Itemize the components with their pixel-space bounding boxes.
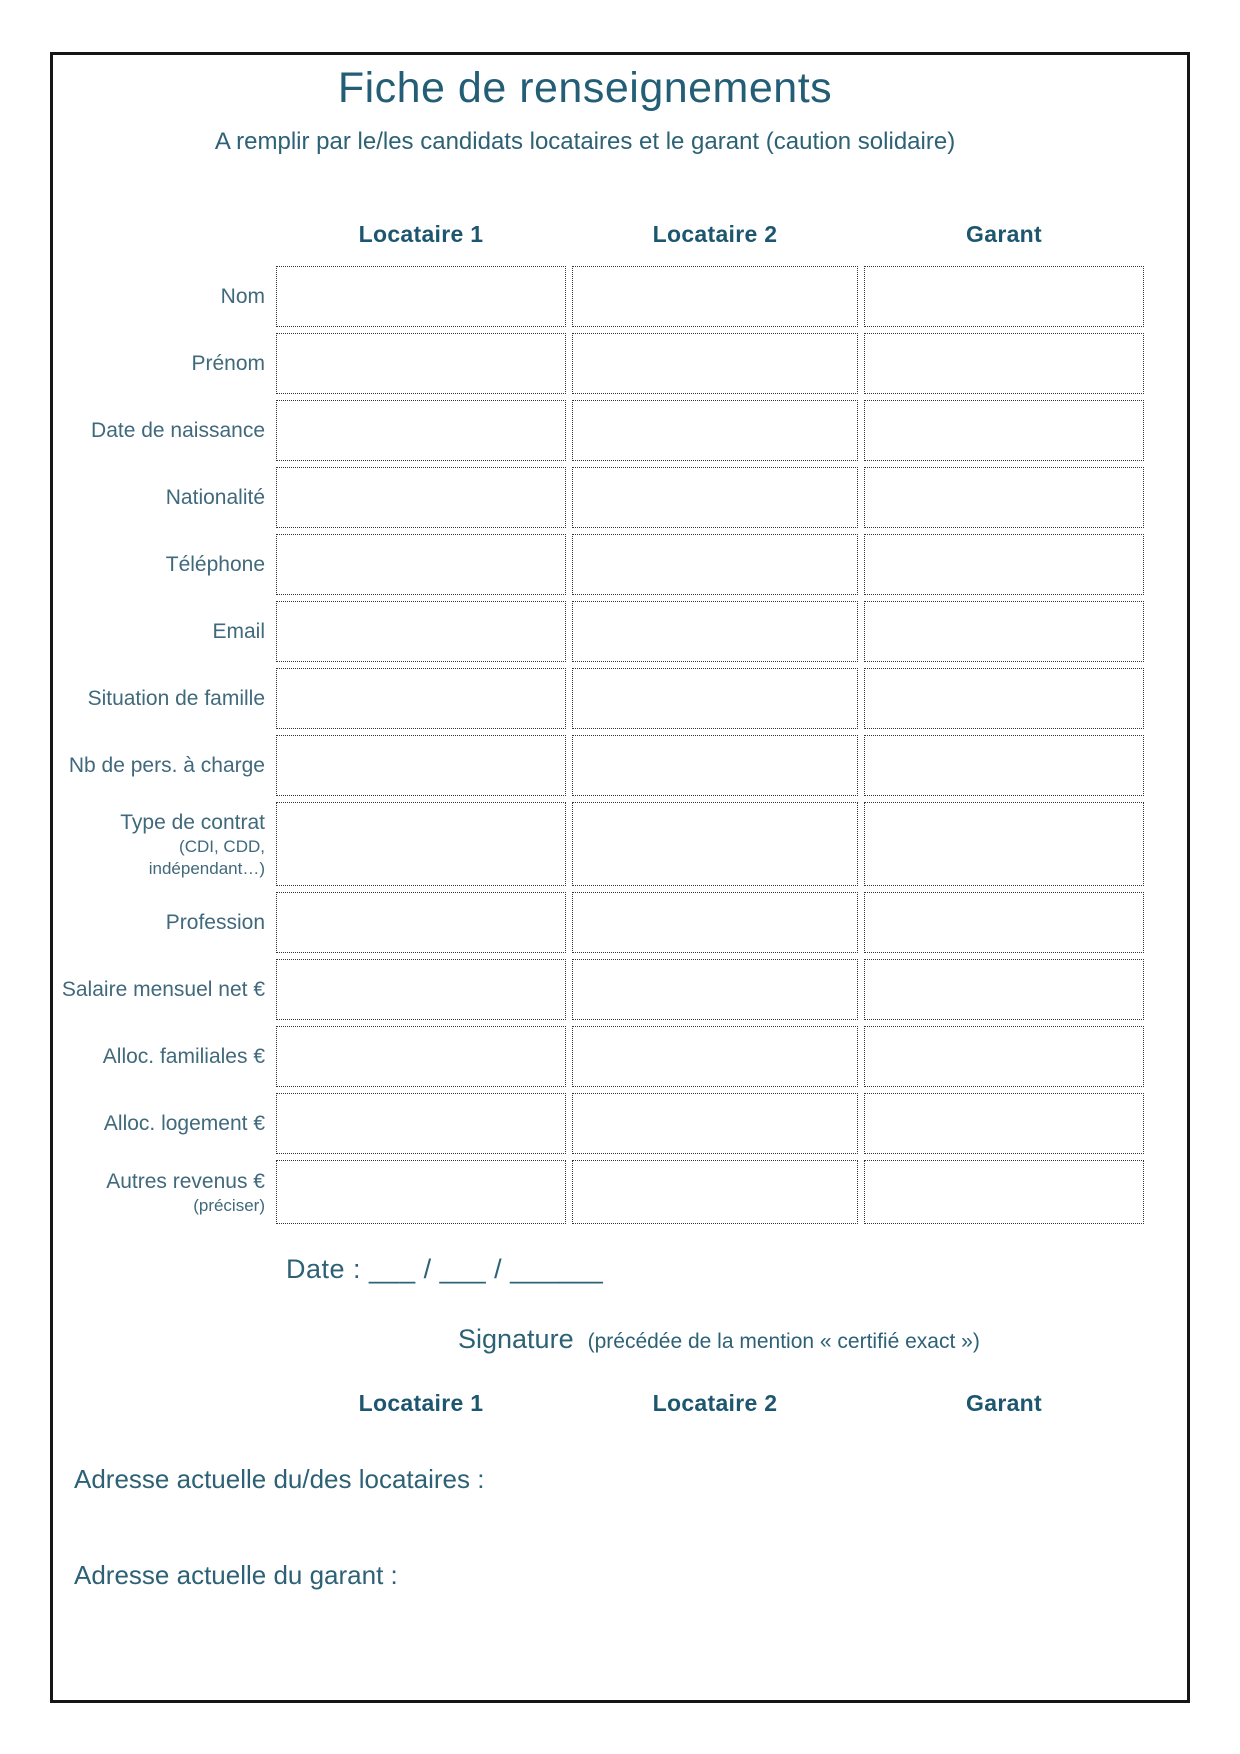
input-nom-garant[interactable] [864, 266, 1144, 327]
row-label-text: Alloc. familiales € [102, 1044, 265, 1068]
input-profession-garant[interactable] [864, 892, 1144, 953]
row-label-text: Date de naissance [91, 418, 265, 442]
page-title: Fiche de renseignements [337, 64, 833, 112]
row-label-text: Type de contrat [120, 811, 265, 835]
signature-column-garant: Garant [966, 1390, 1042, 1416]
signature-line [458, 1324, 980, 1355]
input-alloc-familiales-locataire-1[interactable] [276, 1026, 566, 1087]
input-situation-de-famille-locataire-1[interactable] [276, 668, 566, 729]
input-type-de-contrat-locataire-1[interactable] [276, 802, 566, 886]
row-label-alloc-logement [56, 1093, 270, 1154]
input-email-locataire-1[interactable] [276, 601, 566, 662]
row-label-text: Nb de pers. à charge [68, 753, 265, 777]
row-label-email [56, 601, 270, 662]
input-alloc-familiales-garant[interactable] [864, 1026, 1144, 1087]
input-alloc-logement-locataire-1[interactable] [276, 1093, 566, 1154]
input-profession-locataire-2[interactable] [572, 892, 858, 953]
address-garant-label: Adresse actuelle du garant : [74, 1560, 398, 1590]
input-autres-revenus-garant[interactable] [864, 1160, 1144, 1224]
input-prenom-garant[interactable] [864, 333, 1144, 394]
row-label-telephone [56, 534, 270, 595]
input-nationalite-locataire-1[interactable] [276, 467, 566, 528]
input-nb-de-pers-a-charge-garant[interactable] [864, 735, 1144, 796]
signature-label: Signature [458, 1324, 574, 1354]
input-autres-revenus-locataire-1[interactable] [276, 1160, 566, 1224]
input-nb-de-pers-a-charge-locataire-1[interactable] [276, 735, 566, 796]
input-prenom-locataire-1[interactable] [276, 333, 566, 394]
column-header-garant: Garant [966, 221, 1042, 247]
row-label-profession [56, 892, 270, 953]
table-header-spacer [56, 200, 270, 260]
row-label-text: Téléphone [165, 552, 265, 576]
row-label-text: Profession [165, 910, 265, 934]
input-nb-de-pers-a-charge-locataire-2[interactable] [572, 735, 858, 796]
row-label-text: Nationalité [165, 485, 265, 509]
input-alloc-logement-garant[interactable] [864, 1093, 1144, 1154]
signature-header-spacer [56, 1390, 270, 1417]
address-locataires-label: Adresse actuelle du/des locataires : [74, 1464, 485, 1494]
input-nom-locataire-2[interactable] [572, 266, 858, 327]
form-table [56, 200, 1144, 1224]
row-label-nationalite [56, 467, 270, 528]
row-label-text: Nom [220, 284, 265, 308]
input-alloc-familiales-locataire-2[interactable] [572, 1026, 858, 1087]
input-date-de-naissance-locataire-2[interactable] [572, 400, 858, 461]
row-label-nom [56, 266, 270, 327]
input-email-locataire-2[interactable] [572, 601, 858, 662]
input-telephone-garant[interactable] [864, 534, 1144, 595]
input-situation-de-famille-garant[interactable] [864, 668, 1144, 729]
row-label-prenom [56, 333, 270, 394]
input-salaire-mensuel-net-locataire-2[interactable] [572, 959, 858, 1020]
input-nationalite-garant[interactable] [864, 467, 1144, 528]
row-label-text: Situation de famille [87, 686, 265, 710]
row-label-salaire-mensuel-net [56, 959, 270, 1020]
input-type-de-contrat-locataire-2[interactable] [572, 802, 858, 886]
input-autres-revenus-locataire-2[interactable] [572, 1160, 858, 1224]
row-label-nb-de-pers-a-charge [56, 735, 270, 796]
input-type-de-contrat-garant[interactable] [864, 802, 1144, 886]
row-label-text: Email [212, 619, 265, 643]
signature-columns-row [56, 1390, 1144, 1417]
row-label-type-de-contrat [56, 802, 270, 886]
input-telephone-locataire-2[interactable] [572, 534, 858, 595]
column-header-locataire-1: Locataire 1 [358, 221, 484, 247]
input-alloc-logement-locataire-2[interactable] [572, 1093, 858, 1154]
input-nom-locataire-1[interactable] [276, 266, 566, 327]
page-subtitle: A remplir par le/les candidats locataires et le garant (caution solidaire) [214, 128, 956, 155]
row-label-text: Alloc. logement € [103, 1111, 265, 1135]
input-situation-de-famille-locataire-2[interactable] [572, 668, 858, 729]
signature-column-locataire-2: Locataire 2 [652, 1390, 778, 1416]
input-nationalite-locataire-2[interactable] [572, 467, 858, 528]
row-label-text: Autres revenus € [106, 1169, 265, 1193]
row-label-autres-revenus [56, 1160, 270, 1224]
input-date-de-naissance-locataire-1[interactable] [276, 400, 566, 461]
input-prenom-locataire-2[interactable] [572, 333, 858, 394]
input-salaire-mensuel-net-locataire-1[interactable] [276, 959, 566, 1020]
row-label-alloc-familiales [56, 1026, 270, 1087]
signature-note: (précédée de la mention « certifié exact ») [587, 1330, 980, 1353]
input-profession-locataire-1[interactable] [276, 892, 566, 953]
row-label-date-de-naissance [56, 400, 270, 461]
signature-column-locataire-1: Locataire 1 [358, 1390, 484, 1416]
row-sublabel-text: (préciser) [193, 1196, 265, 1216]
input-telephone-locataire-1[interactable] [276, 534, 566, 595]
column-header-locataire-2: Locataire 2 [652, 221, 778, 247]
input-date-de-naissance-garant[interactable] [864, 400, 1144, 461]
row-sublabel-text: (CDI, CDD, indépendant…) [148, 837, 265, 878]
date-fill-in-line[interactable]: Date : ___ / ___ / ______ [286, 1254, 604, 1284]
row-label-text: Prénom [191, 351, 265, 375]
row-label-situation-de-famille [56, 668, 270, 729]
row-label-text: Salaire mensuel net € [61, 977, 265, 1001]
input-email-garant[interactable] [864, 601, 1144, 662]
input-salaire-mensuel-net-garant[interactable] [864, 959, 1144, 1020]
